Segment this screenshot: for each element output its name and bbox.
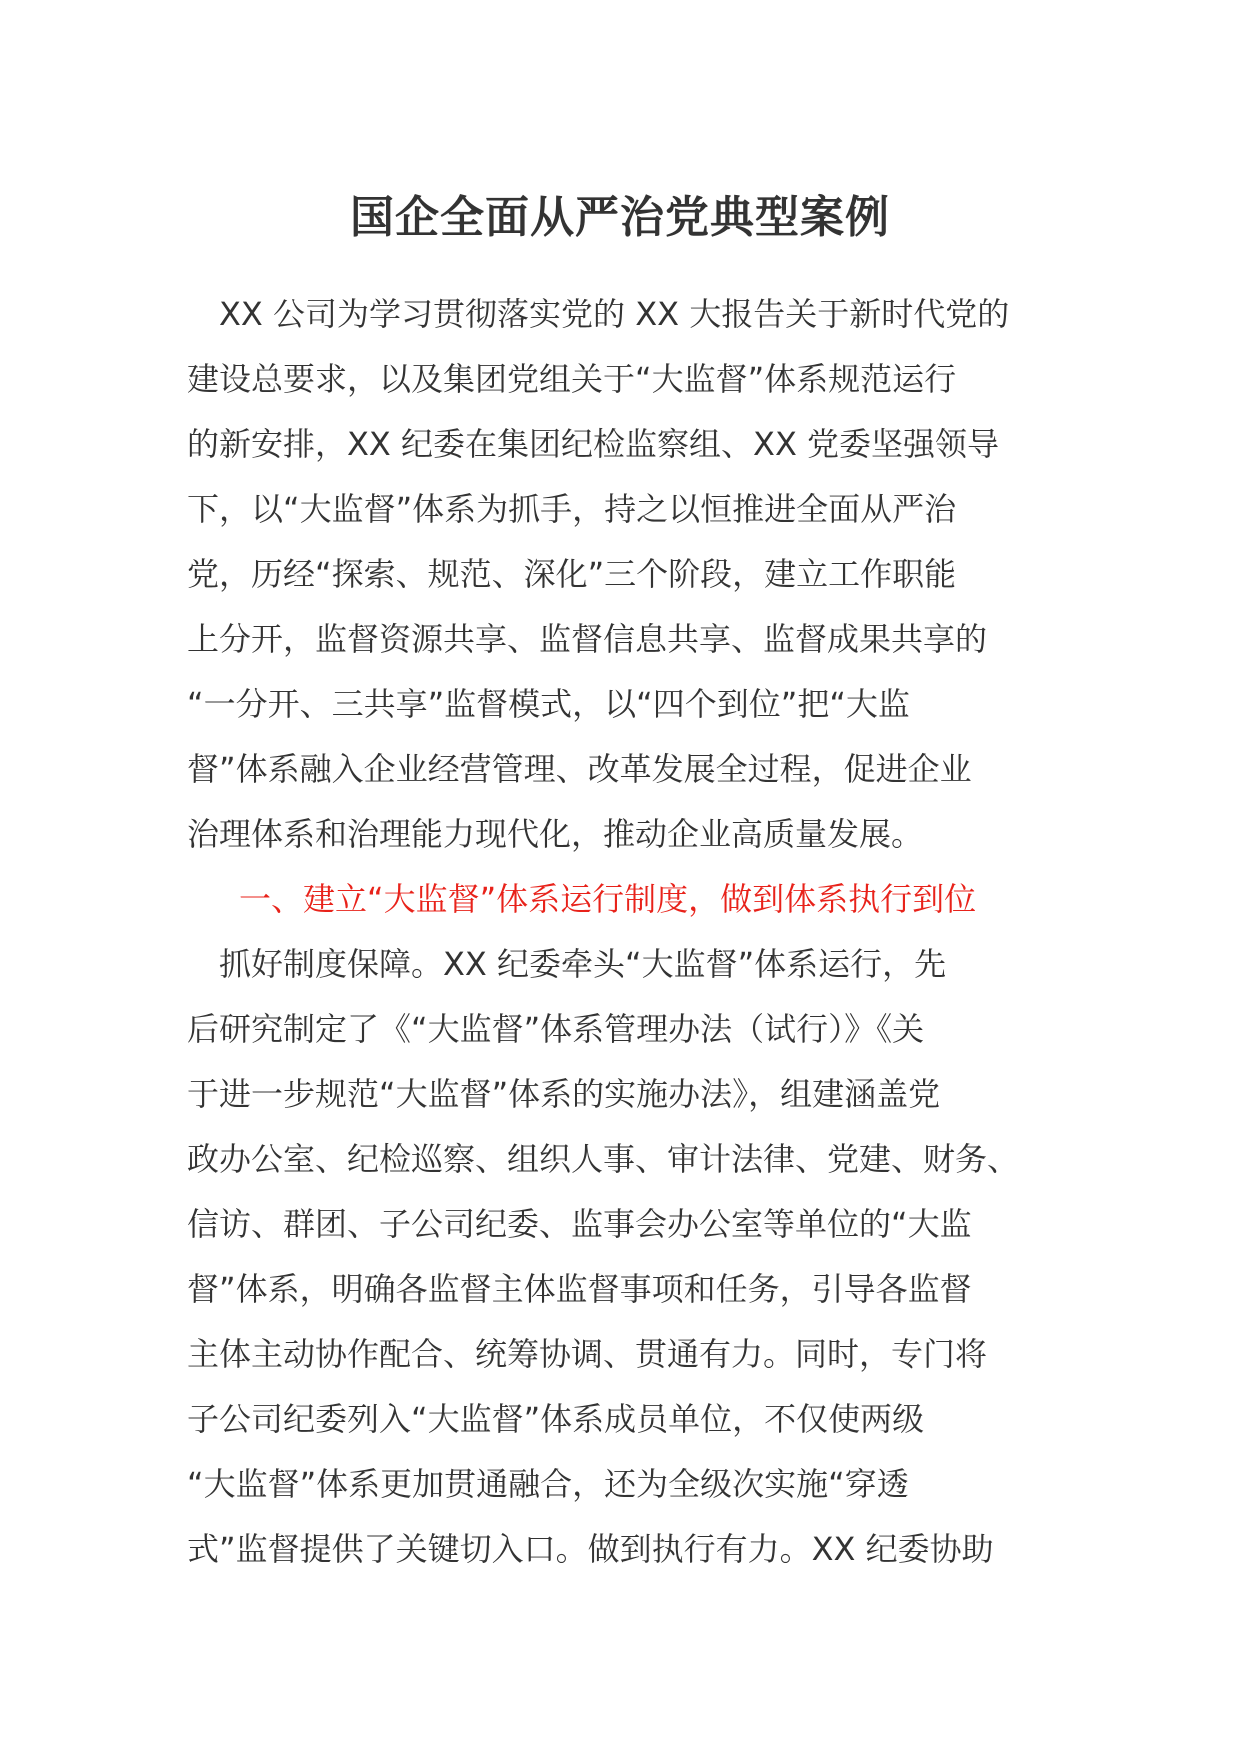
paragraph-line: 党，历经“探索、规范、深化”三个阶段，建立工作职能 xyxy=(187,555,957,593)
body-paragraph-2 xyxy=(187,932,1067,1582)
paragraph-line: XX 公司为学习贯彻落实党的 XX 大报告关于新时代党的 xyxy=(187,295,1010,333)
paragraph-line: 政办公室、纪检巡察、组织人事、审计法律、党建、财务、 xyxy=(187,1140,1020,1178)
paragraph-line: 下，以“大监督”体系为抓手，持之以恒推进全面从严治 xyxy=(187,490,957,528)
paragraph-line: 督”体系融入企业经营管理、改革发展全过程，促进企业 xyxy=(187,750,972,788)
section-heading-1: 一、建立“大监督”体系运行制度，做到体系执行到位 xyxy=(239,880,977,918)
document-title: 国企全面从严治党典型案例 xyxy=(350,192,890,243)
paragraph-line: 后研究制定了《“大监督”体系管理办法（试行）》《关 xyxy=(187,1010,925,1048)
paragraph-line: 治理体系和治理能力现代化，推动企业高质量发展。 xyxy=(187,815,924,853)
body-paragraph-1 xyxy=(187,282,1067,867)
paragraph-line: 主体主动协作配合、统筹协调、贯通有力。同时，专门将 xyxy=(187,1335,988,1373)
paragraph-line: 督”体系，明确各监督主体监督事项和任务，引导各监督 xyxy=(187,1270,972,1308)
paragraph-line: 上分开，监督资源共享、监督信息共享、监督成果共享的 xyxy=(187,620,988,658)
paragraph-line: 信访、群团、子公司纪委、监事会办公室等单位的“大监 xyxy=(187,1205,972,1243)
paragraph-line: 于进一步规范“大监督”体系的实施办法》，组建涵盖党 xyxy=(187,1075,941,1113)
paragraph-line: 式”监督提供了关键切入口。做到执行有力。XX 纪委协助 xyxy=(187,1530,994,1568)
paragraph-line: “一分开、三共享”监督模式，以“四个到位”把“大监 xyxy=(187,685,910,723)
paragraph-line: 的新安排，XX 纪委在集团纪检监察组、XX 党委坚强领导 xyxy=(187,425,1000,463)
paragraph-line: “大监督”体系更加贯通融合，还为全级次实施“穿透 xyxy=(187,1465,909,1503)
paragraph-line: 建设总要求，以及集团党组关于“大监督”体系规范运行 xyxy=(187,360,957,398)
paragraph-line: 抓好制度保障。XX 纪委牵头“大监督”体系运行，先 xyxy=(187,945,947,983)
paragraph-line: 子公司纪委列入“大监督”体系成员单位，不仅使两级 xyxy=(187,1400,925,1438)
